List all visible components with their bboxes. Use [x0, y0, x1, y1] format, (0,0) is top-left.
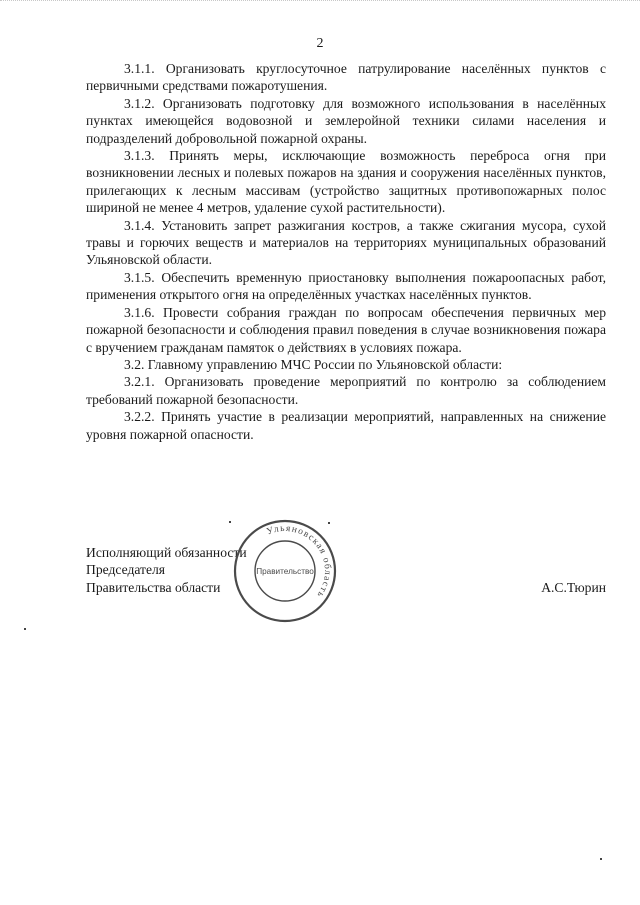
paragraph-3-2-1: 3.2.1. Организовать проведение мероприятий по контролю за соблюдением требований пожарной безопасности.: [86, 374, 606, 407]
signer-title-line-1: Исполняющий обязанности: [86, 545, 247, 560]
paragraph-3-1-4: 3.1.4. Установить запрет разжигания костров, а также сжигания мусора, сухой травы и горючих веществ и материалов на территориях муниципальных образований Ульяновской области.: [86, 217, 606, 268]
document-body: [86, 60, 606, 443]
paragraph-3-2: 3.2. Главному управлению МЧС России по Ульяновской области:: [124, 356, 503, 372]
paragraph-3-1-5: 3.1.5. Обеспечить временную приостановку выполнения пожароопасных работ, применения открытого огня на определённых участках населённых пунктов.: [86, 269, 606, 303]
paragraph-3-1-6: 3.1.6. Провести собрания граждан по вопросам обеспечения первичных мер пожарной безопасности и соблюдения правил поведения в случае возникновения пожара с вручением гражданам памяток о действиях в условиях пожара.: [86, 304, 606, 355]
stamp-center-text: Правительство: [256, 567, 314, 576]
stamp-ring-text: Ульяновская область: [265, 523, 333, 600]
page-number: 2: [316, 36, 324, 51]
paragraph-3-1-3: 3.1.3. Принять меры, исключающие возможность переброса огня при возникновении лесных и полевых пожаров на здания и сооружения населённых пунктов, прилегающих к лесным массивам (устройство защитных противопожарных полос шириной не менее 4 метров, удаление сухой растительности).: [86, 148, 606, 216]
paragraph-3-1-1: 3.1.1. Организовать круглосуточное патрулирование населённых пунктов с первичными средствами пожаротушения.: [86, 61, 606, 94]
signature-block: [86, 544, 606, 596]
scan-speck: [600, 858, 602, 860]
paragraph-3-2-2: 3.2.2. Принять участие в реализации мероприятий, направленных на снижение уровня пожарной опасности.: [86, 409, 606, 442]
paragraph-3-1-2: 3.1.2. Организовать подготовку для возможного использования в населённых пунктах имеющейся водовозной и землеройной техники силами населения и подразделений добровольной пожарной охраны.: [86, 95, 606, 146]
scan-edge: [0, 0, 640, 7]
scan-speck: [328, 522, 330, 524]
signer-title-line-3: Правительства области: [86, 579, 221, 595]
scan-speck: [24, 628, 26, 630]
signer-name: А.С.Тюрин: [541, 579, 606, 595]
signer-title-line-2: Председателя: [86, 562, 166, 578]
scan-speck: [229, 521, 231, 523]
official-seal-stamp: [230, 516, 340, 626]
